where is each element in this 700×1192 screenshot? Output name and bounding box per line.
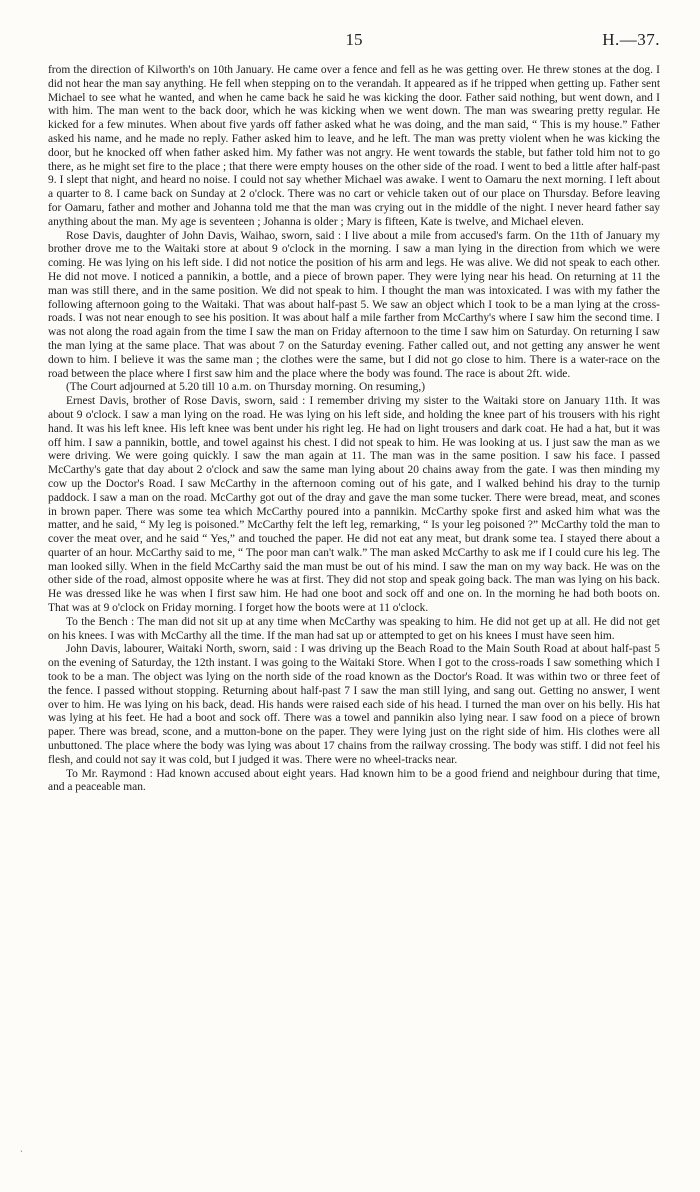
paragraph-rose-davis: Rose Davis, daughter of John Davis, Waihao, sworn, said : I live about a mile from accused's farm. On the 11th of January my brother drove me to the Waitaki store at about 9 o'clock in the morning. I saw a man lying in the direction from which we were coming. He was lying on his left side. I did not notice the position of his arm and legs. He was alive. We did not speak to each other. He did not move. I noticed a pannikin, a bottle, and a piece of brown paper. They were lying near his head. On returning at 11 the man was still there, and in the same position. We did not speak to him. I thought the man was intoxicated. I was with my father the following afternoon going to the Waitaki. That was about half-past 5. We saw an object which I took to be a man lying at the cross-roads. I was not near enough to see his position. It was about half a mile farther from McCarthy's where I saw him the second time. I was not along the road again from the time I saw the man on Friday afternoon to the time I saw him on Saturday. On returning I saw the man lying at the same place. That was about 7 on the Saturday evening. Father called out, and not getting any answer he went down to him. I believe it was the same man ; the clothes were the same, but I did not go close to him. There is a water-race on the road between the place where I first saw him and the place where the body was found. The race is about 2ft. wide. [48,229,660,380]
page-header [48,30,660,50]
document-body [48,64,660,795]
paragraph-to-mr-raymond: To Mr. Raymond : Had known accused about eight years. Had known him to be a good friend and neighbour during that time, and a peaceable man. [48,767,660,794]
document-reference: H.—37. [602,30,660,49]
paragraph-ernest-davis: Ernest Davis, brother of Rose Davis, sworn, said : I remember driving my sister to the Waitaki store on January 11th. It was about 9 o'clock. I saw a man lying on the road. He was lying on his left side, and holding the knee part of his trousers with his right hand. It was his left knee. His left knee was bent under his right leg. He had on light trousers and dark coat. He had a hat, but it was off him. I saw a pannikin, bottle, and towel against his chest. I did not speak to him. He was looking at us. I just saw the man as we were driving. We were going quickly. I saw the man again at 11. The man was in the same position. I saw his face. I passed McCarthy's gate that day about 2 o'clock and saw the same man lying about 20 chains away from the gate. I was then minding my cow up the Doctor's Road. I saw McCarthy in the afternoon coming out of his gate, and I walked behind his dray to the turnip paddock. I saw a man on the road. McCarthy got out of the dray and gave the man some tucker. There were bread, meat, and scones in brown paper. There was some tea which McCarthy poured into a pannikin. McCarthy spoke first and asked him what was the matter, and he said, “ My leg is poisoned.” McCarthy felt the left leg, remarking, “ Is your leg poisoned ?” McCarthy told the man to cover the meat over, and he said “ Yes,” and touched the paper. He did not eat any meat, but drank some tea. I stayed there about a quarter of an hour. McCarthy said to me, “ The poor man can't walk.” The man asked McCarthy to ask me if I could cure his leg. The man looked silly. When in the field McCarthy said the man must be out of his mind. I saw the man on my way back. He was on the other side of the road, almost opposite where he was at first. They did not stop and speak going back. The man was lying on his back. He was dressed like he was when I first saw him. He had one boot and sock off and one on. In the morning he had both boots on. That was at 9 o'clock on Friday morning. I forget how the boots were at 11 o'clock. [48,395,660,615]
margin-speck-icon: ⋅ [20,1147,23,1156]
paragraph-court-adjourned: (The Court adjourned at 5.20 till 10 a.m. on Thursday morning. On resuming,) [66,381,426,394]
paragraph-to-the-bench: To the Bench : The man did not sit up at any time when McCarthy was speaking to him. He did not get up at all. He did not get on his knees. I was with McCarthy all the time. If the man had sat up or attempted to get on his knees I must have seen him. [48,615,660,642]
paragraph-john-davis: John Davis, labourer, Waitaki North, sworn, said : I was driving up the Beach Road to the Main South Road at about half-past 5 on the evening of Saturday, the 12th instant. I was going to the Waitaki Store. When I got to the cross-roads I saw something which I took to be a man. The object was lying on the north side of the road known as the Doctor's Road. It was within two or three feet of the fence. I passed without stopping. Returning about half-past 7 I saw the man still lying, and sang out. Getting no answer, I went over to him. He was lying on his back, dead. His hands were raised each side of his head. I turned the man over on his belly. His hat was lying at his feet. He had a boot and sock off. There was a towel and pannikin also lying near. I saw food on a piece of brown paper. There was bread, scone, and a mutton-bone on the paper. They were lying just on the right side of him. His clothes were all unbuttoned. The place where the body was lying was about 17 chains from the railway crossing. The body was stiff. I did not feel his flesh, and could not say it was cold, but I judged it was. There were no wheel-tracks near. [48,643,660,766]
paragraph-testimony-continued: from the direction of Kilworth's on 10th January. He came over a fence and fell as he was getting over. He threw stones at the dog. I did not hear the man say anything. He fell when stepping on to the verandah. It appeared as if he tripped when getting up. Father sent Michael to see what he wanted, and when he came back he said he was kicking the door. Father said nothing, but went down, and I with him. The man went to the back door, which he was kicking when we went down. The man was swearing pretty regular. He kicked for a few minutes. When about five yards off father asked what he was doing, and the man said, “ This is my house.” Father asked his name, and he made no reply. Father asked him to leave, and he left. The man was pretty violent when he was kicking the door, but he knocked off when father asked him. My father was not angry. He went towards the stable, but father told him not to go there, as he might set fire to the place ; that there were empty houses on the other side of the road. I went to bed a little after half-past 9. I slept that night, and heard no noise. I could not say whether Michael was awake. I went to Oamaru the next morning. I left about a quarter to 8. I came back on Sunday at 2 o'clock. There was no cart or vehicle taken out of our place on Thursday. Before leaving for Oamaru, father and mother and Johanna told me that the man was crying out in the middle of the night. I never heard father say anything about the man. My age is seventeen ; Johanna is older ; Mary is fifteen, Kate is twelve, and Michael eleven. [48,64,660,228]
page-number: 15 [345,30,363,49]
